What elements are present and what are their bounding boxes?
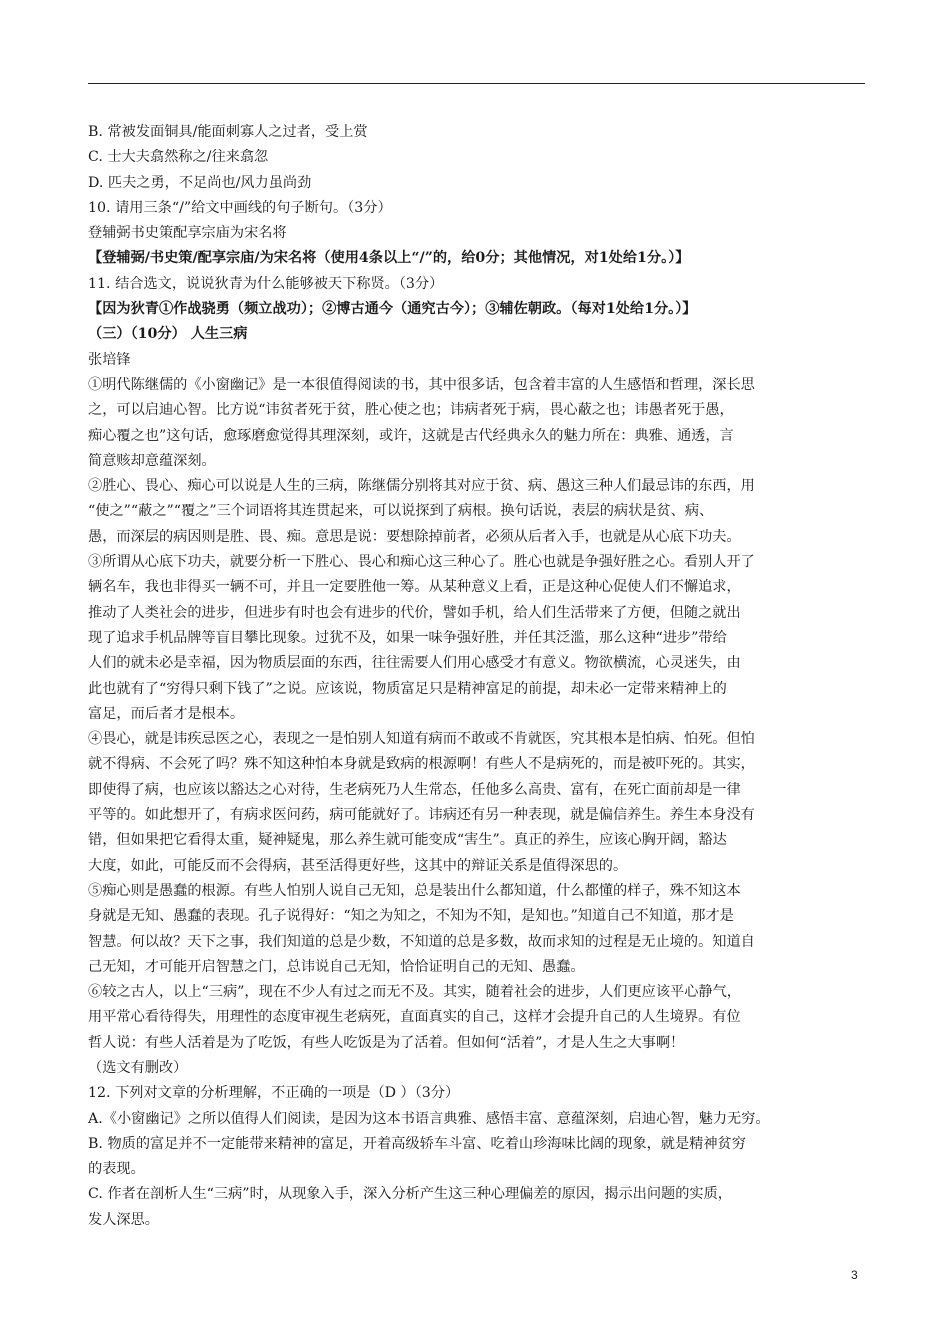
paragraph-line: 简意赅却意蕴深刻。: [88, 452, 216, 469]
question-12-option-a: A.《小窗幽记》之所以值得人们阅读，是因为这本书语言典雅、感悟丰富、意蕴深刻，启迪心智，魅力无穷。: [88, 1110, 770, 1127]
paragraph-line: 此也就有了“穷得只剩下钱了”之说。应该说，物质富足只是精神富足的前提，却未必一定带来精神上的: [88, 680, 727, 697]
option-b: B. 常被发面铜具/能面刺寡人之过者，受上赏: [88, 124, 368, 140]
paragraph-line: ②胜心、畏心、痴心可以说是人生的三病，陈继儒分别将其对应于贫、病、愚这三种人们最忌讳的东西，用: [88, 478, 755, 495]
paragraph-line: 大度，如此，可能反而不会得病，甚至活得更好些，这其中的辩证关系是值得深思的。: [88, 857, 628, 874]
option-d: D. 匹夫之勇，不足尚也/风力虽尚劲: [88, 174, 312, 191]
question-10: 10. 请用三条“/”给文中画线的句子断句。（3分）: [88, 199, 392, 216]
paragraph-line: 现了追求手机品牌等盲目攀比现象。过犹不及，如果一味争强好胜，并任其泛滥，那么这种“进步”带给: [88, 629, 727, 646]
option-c: C. 士大夫翕然称之/往来翕忽: [88, 149, 269, 166]
question-12-option-b-cont: 的表现。: [88, 1161, 145, 1178]
paragraph-line: 就不得病、不会死了吗？殊不知这种怕本身就是致病的根源啊！有些人不是病死的，而是被吓死的。其实，: [88, 756, 755, 773]
paragraph-line: 人们的就未必是幸福，因为物质层面的东西，往往需要人们用心感受才有意义。物欲横流，心灵迷失，由: [88, 655, 741, 672]
question-12: 12. 下列对文章的分析理解，不正确的一项是（D ）（3分）: [88, 1085, 460, 1102]
paragraph-line: 平等的。如此想开了，有病求医问药，病可能就好了。讳病还有另一种表现，就是偏信养生。养生本身没有: [88, 807, 755, 824]
question-10-sentence: 登辅弼书史策配享宗庙为宋名将: [88, 225, 287, 242]
paragraph-line: 身就是无知、愚蠢的表现。孔子说得好：“知之为知之，不知为不知，是知也。”知道自己不知道，那才是: [88, 908, 734, 925]
paragraph-line: 富足，而后者才是根本。: [88, 705, 245, 722]
paragraph-line: 己无知，才可能开启智慧之门，总讳说自己无知，恰恰证明自己的无知、愚蠢。: [88, 958, 585, 975]
paragraph-line: 智慧。何以故？天下之事，我们知道的总是少数，不知道的总是多数，故而求知的过程是无止境的。知道自: [88, 933, 755, 950]
answer-10: 【登辅弼/书史策/配享宗庙/为宋名将（使用4条以上“/”的，给0分；其他情况，对1处给1分。）】: [88, 250, 690, 267]
section-heading: （三）（10分） 人生三病: [88, 326, 248, 343]
page-number: 3: [851, 1268, 858, 1282]
question-12-option-c: C. 作者在剖析人生“三病”时，从现象入手，深入分析产生这三种心理偏差的原因，揭示出问题的实质，: [88, 1186, 732, 1203]
source-note: （选文有删改）: [88, 1059, 188, 1076]
paragraph-line: ④畏心，就是讳疾忌医之心，表现之一是怕别人知道有病而不敢或不肯就医，究其根本是怕病、怕死。但怕: [88, 731, 755, 748]
question-12-option-c-cont: 发人深思。: [88, 1211, 159, 1228]
paragraph-line: 辆名车，我也非得买一辆不可，并且一定要胜他一筹。从某种意义上看，正是这种心促使人们不懈追求，: [88, 579, 741, 596]
paragraph-line: ⑥较之古人，以上“三病”，现在不少人有过之而无不及。其实，随着社会的进步，人们更应该平心静气，: [88, 984, 741, 1001]
paragraph-line: ①明代陈继儒的《小窗幽记》是一本很值得阅读的书，其中很多话，包含着丰富的人生感悟和哲理，深长思: [88, 376, 755, 393]
question-11: 11. 结合选文，说说狄青为什么能够被天下称贤。（3分）: [88, 275, 444, 292]
paragraph-line: ⑤痴心则是愚蠢的根源。有些人怕别人说自己无知，总是装出什么都知道，什么都懂的样子，殊不知这本: [88, 882, 741, 899]
question-12-option-b: B. 物质的富足并不一定能带来精神的富足，开着高级轿车斗富、吃着山珍海味比阔的现象，就是精神贫穷: [88, 1135, 746, 1152]
paragraph-line: 错，但如果把它看得太重，疑神疑鬼，那么养生就可能变成“害生”。真正的养生，应该心胸开阔，豁达: [88, 832, 727, 849]
answer-11: 【因为狄青①作战骁勇（频立战功）；②博古通今（通究古今）；③辅佐朝政。（每对1处给1分。）】: [88, 301, 697, 318]
paragraph-line: 愚，而深层的病因则是胜、畏、痴。意思是说：要想除掉前者，必须从后者入手，也就是从心底下功夫。: [88, 528, 741, 545]
paragraph-line: 用平常心看待得失，用理性的态度审视生老病死，直面真实的自己，这样才会提升自己的人生境界。有位: [88, 1009, 741, 1026]
author: 张培锋: [88, 351, 131, 368]
paragraph-line: 哲人说：有些人活着是为了吃饭，有些人吃饭是为了活着。但如何“活着”，才是人生之大事啊！: [88, 1034, 685, 1051]
document-body: [88, 120, 868, 1233]
header-rule: [88, 83, 865, 84]
paragraph-line: ③所谓从心底下功夫，就要分析一下胜心、畏心和痴心这三种心了。胜心也就是争强好胜之心。看别人开了: [88, 554, 755, 571]
paragraph-line: 即使得了病，也应该以豁达之心对待，生老病死乃人生常态，任他多么高贵、富有，在死亡面前却是一律: [88, 781, 741, 798]
paragraph-line: “使之”“蔽之”“覆之”三个词语将其连贯起来，可以说探到了病根。换句话说，表层的病状是贫、病、: [88, 503, 714, 520]
paragraph-line: 痴心覆之也”这句话，愈琢磨愈觉得其理深刻，或许，这就是古代经典永久的魅力所在：典雅、通透，言: [88, 427, 734, 444]
paragraph-line: 之，可以启迪心智。比方说“讳贫者死于贫，胜心使之也；讳病者死于病，畏心蔽之也；讳愚者死于愚，: [88, 402, 734, 419]
paragraph-line: 推动了人类社会的进步，但进步有时也会有进步的代价，譬如手机，给人们生活带来了方便，但随之就出: [88, 604, 741, 621]
